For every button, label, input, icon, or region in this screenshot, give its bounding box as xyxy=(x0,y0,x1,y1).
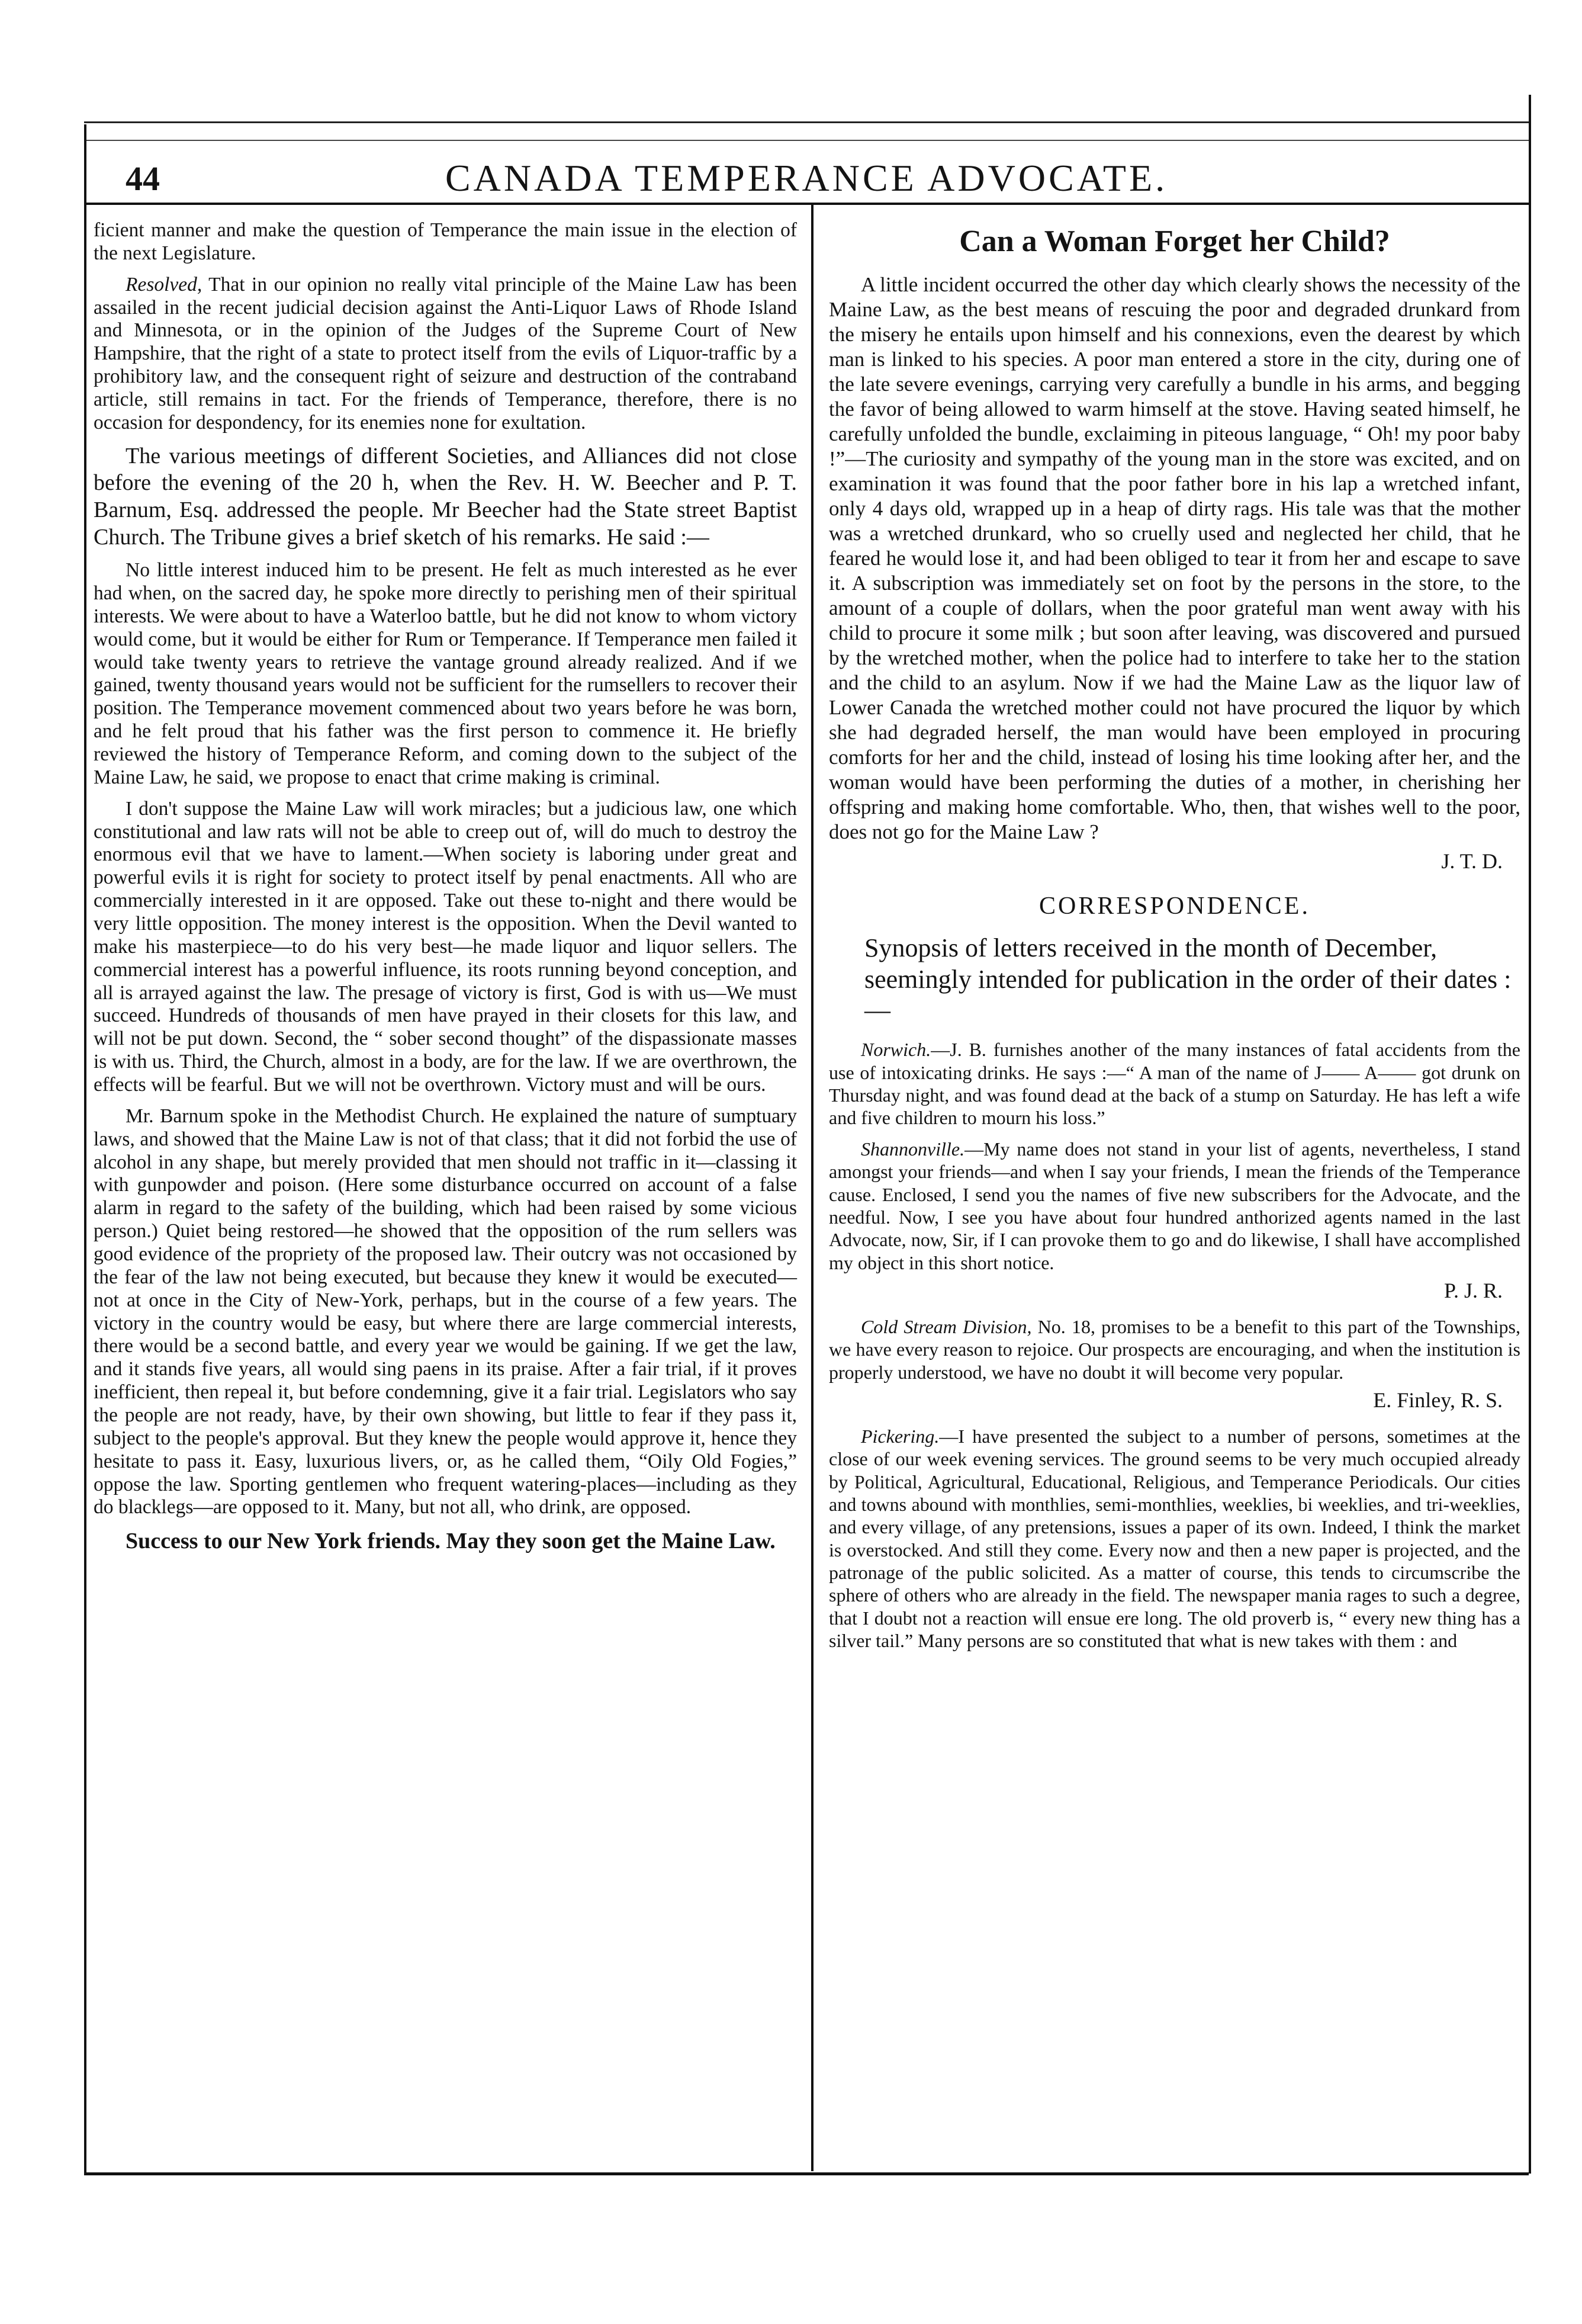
synopsis-heading: Synopsis of letters received in the month of December, seemingly intended for publication in the order of their dates :— xyxy=(864,933,1512,1025)
resolution-paragraph xyxy=(94,274,797,435)
letter-entry xyxy=(829,1315,1520,1384)
letter-entry xyxy=(829,1038,1520,1129)
right-column xyxy=(829,219,1520,1661)
letter-place: Norwich. xyxy=(861,1039,931,1061)
barnum-remarks: Mr. Barnum spoke in the Methodist Church. He explained the nature of sumptuary laws, and showed that the Maine Law is not of that class; that it did not forbid the use of alcohol in any shape, but merely provided that men should not traffic in it—classing it with gunpowder and poison. (Here some disturbance occurred on account of a false alarm in regard to the safety of the building, which had been raised by some vicious person.) Quiet being restored—he showed that the opposition of the rum sellers was good evidence of the propriety of the proposed law. Their outcry was not occasioned by the fear of the law not being executed, but because they knew it would be executed—not at once in the City of New-York, perhaps, but in the course of a few years. The victory in the country would be easy, but where there are large commercial interests, there would be a second battle, and every year we would be gaining. If we get the law, and it stands five years, all would sing paens in its praise. After a fair trial, if it proves inefficient, then repeal it, but before condemning, give it a fair trial. Legislators who say the people are not ready, have, by their own showing, but little to fear if they pass it, subject to the people's approval. But they knew the people would approve it, hence they hesitate to pass it. Easy, luxurious livers, or, as he called them, “Oily Old Fogies,” oppose the law. Sporting gentlemen who frequent watering-places—including as they do blacklegs—are opposed to it. Many, but not all, who drink, are opposed. xyxy=(94,1105,797,1519)
running-head: CANADA TEMPERANCE ADVOCATE. xyxy=(445,157,1168,199)
header-rule xyxy=(84,203,1529,205)
closing-paragraph: Success to our New York friends. May they soon get the Maine Law. xyxy=(126,1529,776,1554)
letter-text: No. 18, promises to be a benefit to this part of the Townships, we have every reason to rejoice. Our prospects are encouraging, and when the institution is properly understood, we have no doubt it will become very popular. xyxy=(829,1315,1521,1383)
letter-text: —J. B. furnishes another of the many instances of fatal accidents from the use of intoxicating drinks. He says :—“ A man of the name of J—— A—— got drunk on Thursday night, and was found dead at the back of a stump on Saturday. He has left a wife and five children to mourn his loss.” xyxy=(829,1039,1520,1129)
top-rule-thin xyxy=(84,140,1529,141)
letter-text: —I have presented the subject to a number of persons, sometimes at the close of our week evening services. The ground seems to be very much occupied already by Political, Agricultural, Educational, Religious, and Temperance Periodicals. Our cities and towns abound with monthlies, semi-monthlies, weeklies, bi weeklies, and tri-weeklies, and every village, of any pretensions, issues a paper of its own. Indeed, I think the market is overstocked. And still they come. Every now and then a new paper is projected, and the patronage of the public solicited. As a matter of course, this tends to circumscribe the sphere of others who are already in the field. The newspaper mania rages to such a degree, that I doubt not a reaction will ensue ere long. The old proverb is, “ every new thing has a silver tail.” Many persons are so constituted that what is new takes with them : and xyxy=(829,1425,1520,1652)
article-signature: J. T. D. xyxy=(1441,849,1503,874)
article-title: Can a Woman Forget her Child? xyxy=(959,224,1390,258)
letter-signature: P. J. R. xyxy=(1443,1279,1503,1303)
article-body: A little incident occurred the other day which clearly shows the necessity of the Maine Law, as the best means of rescuing the poor and degraded drunkard from the misery he entails upon himself and his connexions, even the dearest by which man is linked to his species. A poor man entered a store in the city, during one of the late severe evenings, carrying very carefully a bundle in his arms, and begging the favor of being allowed to warm himself at the stove. Having seated himself, he carefully unfolded the bundle, exclaiming in piteous language, “ Oh! my poor baby !”—The curiosity and sympathy of the young man in the store was excited, and on examination it was found that the poor father bore in his lap a wretched infant, only 4 days old, wrapped up in a heap of dirty rags. His tale was that the mother was a wretched drunkard, who so cruelly used and neglected her child, that he feared he would lose it, and had been obliged to tear it from her and escape to save it. A subscription was immediately set on foot by the persons in the store, to the amount of a couple of dollars, when the poor grateful man went away with his child to procure it some milk ; but soon after leaving, was discovered and pursued by the wretched mother, when the police had to interfere to take her to the station and the child to an asylum. Now if we had the Maine Law as the liquor law of Lower Canada the wretched mother could not have procured the liquor by which she had degraded herself, the man would have been employed in procuring comforts for her and the child, instead of losing his time looking after her, and the woman would have been performing the duties of a mother, in cherishing her offspring and making home comfortable. Who, then, that wishes well to the poor, does not go for the Maine Law ? xyxy=(829,273,1520,844)
paragraph: The various meetings of different Societies, and Alliances did not close before the evening of the 20 h, when the Rev. H. W. Beecher and P. T. Barnum, Esq. addressed the people. Mr Beecher had the State street Baptist Church. The Tribune gives a brief sketch of his remarks. He said :— xyxy=(94,443,797,550)
letter-text: —My name does not stand in your list of agents, nevertheless, I stand amongst your friends—and when I say your friends, I mean the friends of the Temperance cause. Enclosed, I send you the names of five new subscribers for the Advocate, and the needful. Now, I see you have about four hundred anthorized agents named in the last Advocate, now, Sir, if I can provoke them to go and do likewise, I shall have accomplished my object in this short notice. xyxy=(829,1138,1520,1273)
column-divider xyxy=(811,205,813,2171)
letter-entry xyxy=(829,1138,1520,1274)
letter-place: Shannonville. xyxy=(861,1138,965,1160)
resolution-text: That in our opinion no really vital principle of the Maine Law has been assailed in the recent judicial decision against the Anti-Liquor Laws of Rhode Island and Minnesota, or in the opinion of the Judges of the Supreme Court of New Hampshire, that the right of a state to protect itself from the evils of Liquor-traffic by a prohibitory law, and the consequent right of seizure and destruction of the contraband article, still remains in tact. For the friends of Temperance, therefore, there is no occasion for despondency, for its enemies none for exultation. xyxy=(94,273,797,434)
letter-place: Pickering. xyxy=(861,1425,940,1447)
footer-rule xyxy=(84,2172,1529,2175)
top-rule xyxy=(84,121,1529,123)
page-header xyxy=(84,148,1529,201)
beecher-remarks: No little interest induced him to be present. He felt as much interested as he ever had when, on the sacred day, he spoke more directly to perishing men of their spiritual interests. We were about to have a Waterloo battle, but he did not know to whom victory would come, but it would be either for Rum or Temperance. If Temperance men failed it would take twenty years to retrieve the vantage ground already realized. And if we gained, twenty thousand years would not be sufficient for the rumsellers to recover their position. The Temperance movement commenced about two years before he was born, and he felt proud that his father was the first person to commence it. He briefly reviewed the history of Temperance Reform, and coming down to the subject of the Maine Law, he said, we propose to enact that crime making is criminal. xyxy=(94,559,797,788)
left-column xyxy=(94,219,797,1564)
right-border-rule xyxy=(1529,95,1531,2174)
letter-entry xyxy=(829,1425,1520,1652)
letter-place: Cold Stream Division, xyxy=(861,1315,1032,1337)
letter-signature: E. Finley, R. S. xyxy=(1373,1388,1503,1412)
section-title: CORRESPONDENCE. xyxy=(1039,893,1310,920)
beecher-remarks-continued: I don't suppose the Maine Law will work miracles; but a judicious law, one which constitutional and law rats will not be able to creep out of, will do much to destroy the enormous evil that we have to lament.—When society is laboring under great and powerful evils it is right for society to protect itself by penal enactments. All who are commercially interested in it are opposed. Take out these to-night and there would be very little opposition. The money interest is the opposition. When the Devil wanted to make his masterpiece—to do his very best—he made liquor and liquor sellers. The commercial interest has a powerful influence, its roots running beyond conception, and all is arrayed against the law. The presage of victory is first, God is with us—We must succeed. Hundreds of thousands of men have prayed in their closets for this law, and will not be put down. Second, the “ sober second thought” of the dispassionate masses is with us. Third, the Church, almost in a body, are for the law. If we are overthrown, the effects will be fearful. But we will not be overthrown. Victory must and will be ours. xyxy=(94,797,797,1096)
paragraph: ficient manner and make the question of Temperance the main issue in the election of the next Legislature. xyxy=(94,219,797,264)
page-number: 44 xyxy=(126,159,160,198)
resolution-lead: Resolved, xyxy=(126,273,202,296)
left-border-rule xyxy=(84,124,86,2174)
